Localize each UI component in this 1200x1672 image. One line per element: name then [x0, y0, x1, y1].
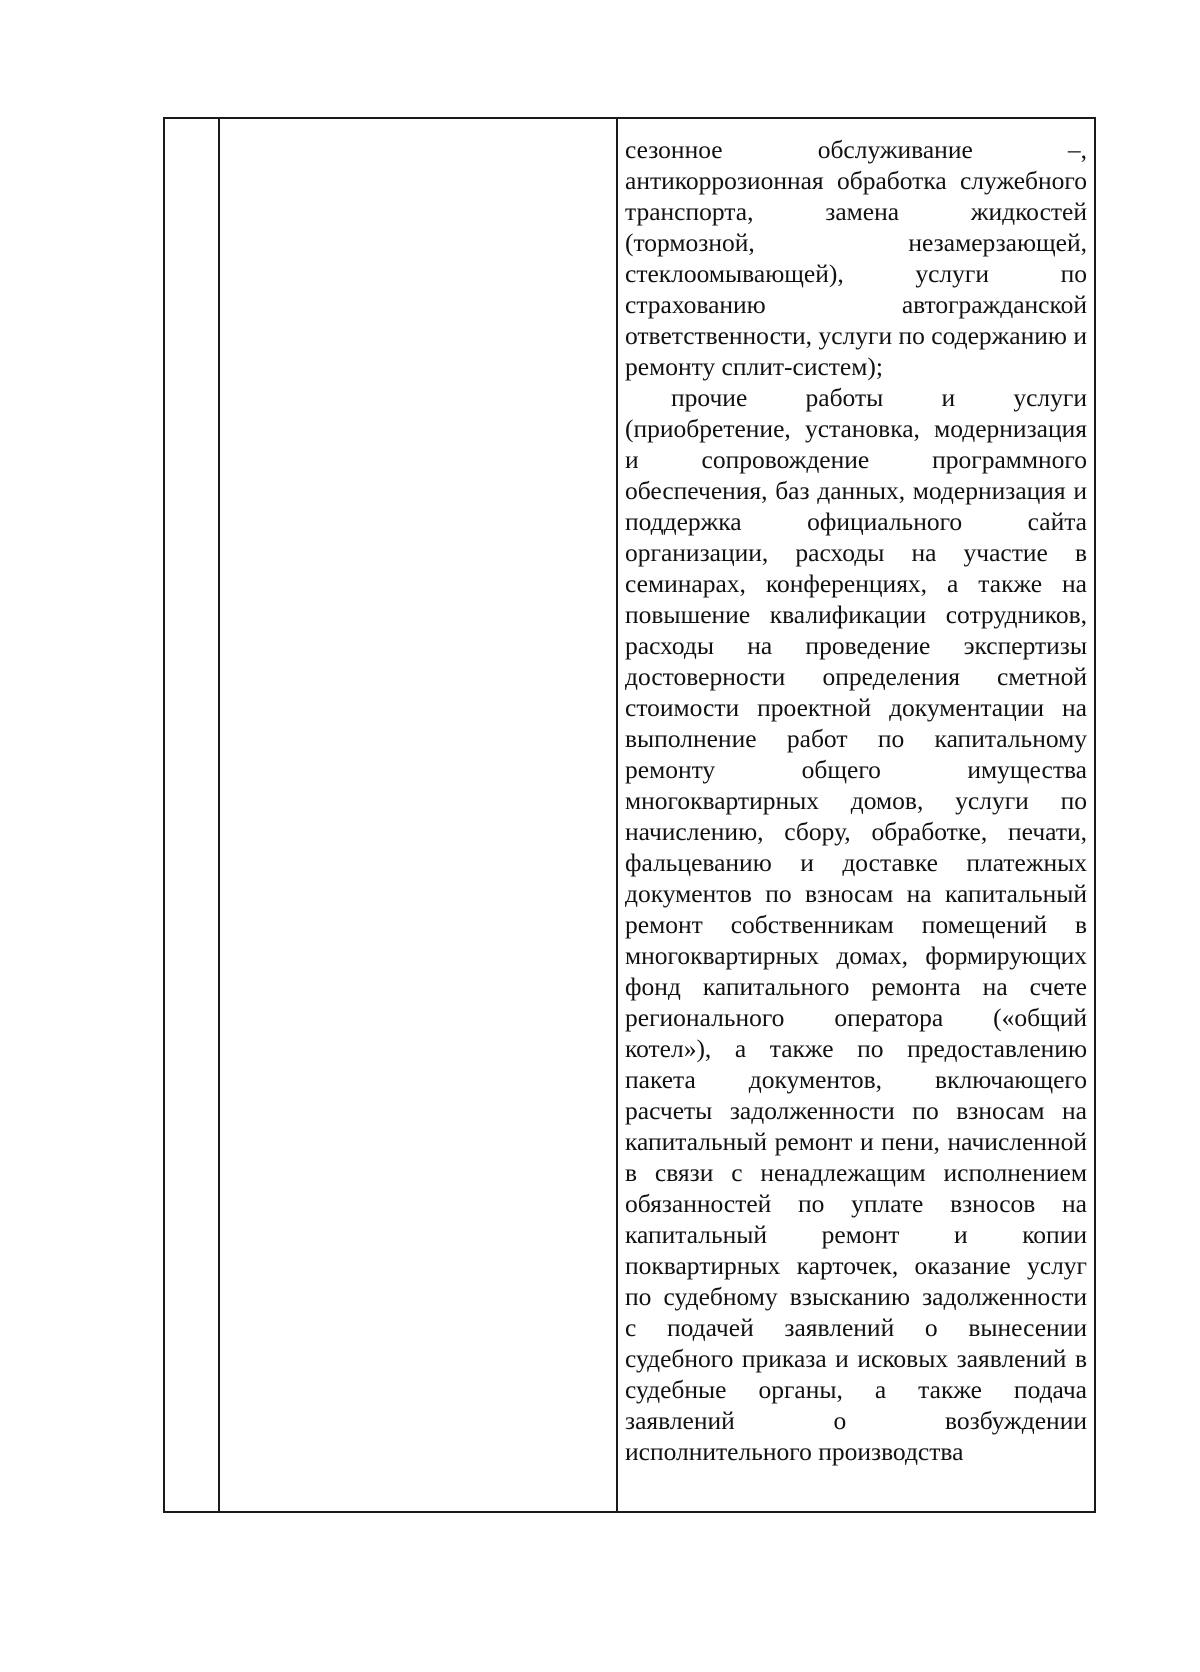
cell-paragraph-other-services: прочие работы и услуги (приобретение, установка, модернизация и сопровождение программного обеспечения, баз данных, модернизация и поддержка официального сайта организации, расходы на участие в семинарах, конференциях, а также на повышение квалификации сотрудников, расходы на проведение экспертизы достоверности определения сметной стоимости проектной документации на выполнение работ по капитальному ремонту общего имущества многоквартирных домов, услуги по начислению, сбору, обработке, печати, фальцеванию и доставке платежных документов по взносам на капитальный ремонт собственникам помещений в многоквартирных домах, формирующих фонд капитального ремонта на счете регионального оператора («общий котел»), а также по предоставлению пакета документов, включающего расчеты задолженности по взносам на капитальный ремонт и пени, начисленной в связи с ненадлежащим исполнением обязанностей по уплате взносов на капитальный ремонт и копии поквартирных карточек, оказание услуг по судебному взысканию задолженности с подачей заявлений о вынесении судебного приказа и исковых заявлений в судебные органы, а также подача заявлений о возбуждении исполнительного производства [625, 383, 1087, 1466]
table-cell-description [625, 134, 1087, 1467]
table-column-divider-2 [616, 119, 618, 1511]
table-column-divider-1 [218, 119, 220, 1511]
document-table [163, 117, 1096, 1513]
cell-paragraph-seasonal-service: сезонное обслуживание –, антикоррозионная обработка служебного транспорта, замена жидкостей (тормозной, незамерзающей, стеклоомывающей), услуги по страхованию автогражданской ответственности, услуги по содержанию и ремонту сплит-систем); [625, 135, 1087, 381]
